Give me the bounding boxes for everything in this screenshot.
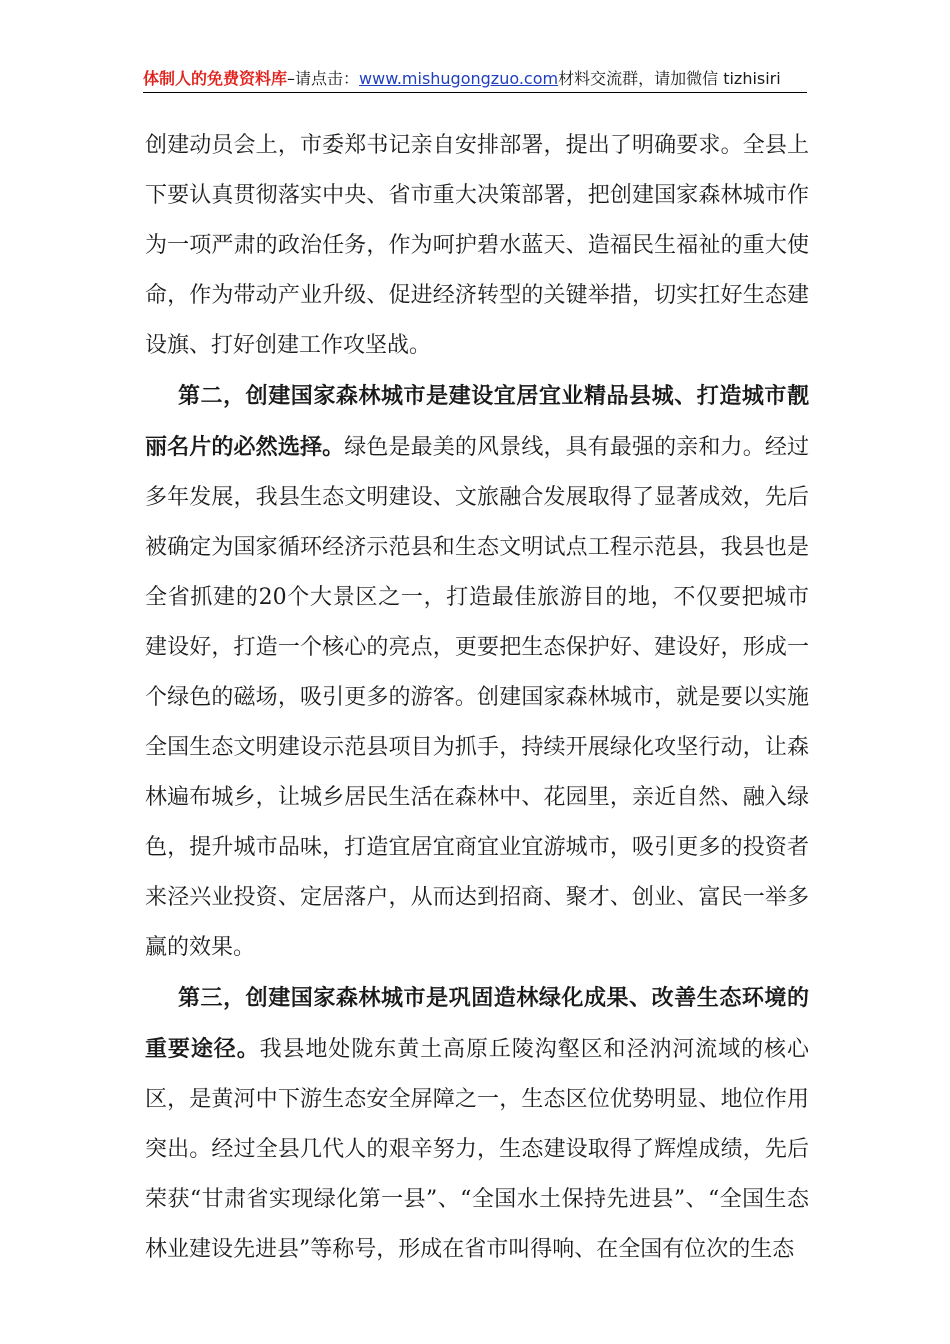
header-link[interactable]: www.mishugongzuo.com — [359, 69, 559, 88]
document-body — [145, 121, 809, 1275]
paragraph-3 — [145, 973, 809, 1275]
header-brand: 体制人的免费资料库 — [143, 69, 288, 88]
paragraph-2 — [145, 371, 809, 973]
paragraph-2-text: 绿色是最美的风景线，具有最强的亲和力。经过多年发展，我县生态文明建设、文旅融合发展取得了显著成效，先后被确定为国家循环经济示范县和生态文明试点工程示范县，我县也是全省抓建的20个大景区之一，打造最佳旅游目的地，不仅要把城市建设好，打造一个核心的亮点，更要把生态保护好、建设好，形成一个绿色的磁场，吸引更多的游客。创建国家森林城市，就是要以实施全国生态文明建设示范县项目为抓手，持续开展绿化攻坚行动，让森林遍布城乡，让城乡居民生活在森林中、花园里，亲近自然、融入绿色，提升城市品味，打造宜居宜商宜业宜游城市，吸引更多的投资者来泾兴业投资、定居落户，从而达到招商、聚才、创业、富民一举多赢的效果。 — [145, 435, 809, 960]
header-tail: 材料交流群，请加微信 tizhisiri — [558, 69, 781, 88]
header-prompt: –请点击： — [287, 69, 360, 88]
paragraph-3-text: 我县地处陇东黄土高原丘陵沟壑区和泾汭河流域的核心区，是黄河中下游生态安全屏障之一，生态区位优势明显、地位作用突出。经过全县几代人的艰辛努力，生态建设取得了辉煌成绩，先后荣获“甘肃省实现绿化第一县”、“全国水土保持先进县”、“全国生态林业建设先进县”等称号，形成在省市叫得响、在全国有位次的生态 — [145, 1037, 809, 1262]
paragraph-1-text: 创建动员会上，市委郑书记亲自安排部署，提出了明确要求。全县上下要认真贯彻落实中央、省市重大决策部署，把创建国家森林城市作为一项严肃的政治任务，作为呵护碧水蓝天、造福民生福祉的重大使命，作为带动产业升级、促进经济转型的关键举措，切实扛好生态建设旗、打好创建工作攻坚战。 — [145, 133, 809, 358]
page-header — [143, 66, 807, 93]
paragraph-2-heading: 第二，创建国家森林城市是建设宜居宜业精品县城、打造城市靓丽名片的必然选择。 — [145, 383, 809, 460]
paragraph-1 — [145, 121, 809, 371]
paragraph-3-heading: 第三，创建国家森林城市是巩固造林绿化成果、改善生态环境的重要途径。 — [145, 985, 809, 1062]
